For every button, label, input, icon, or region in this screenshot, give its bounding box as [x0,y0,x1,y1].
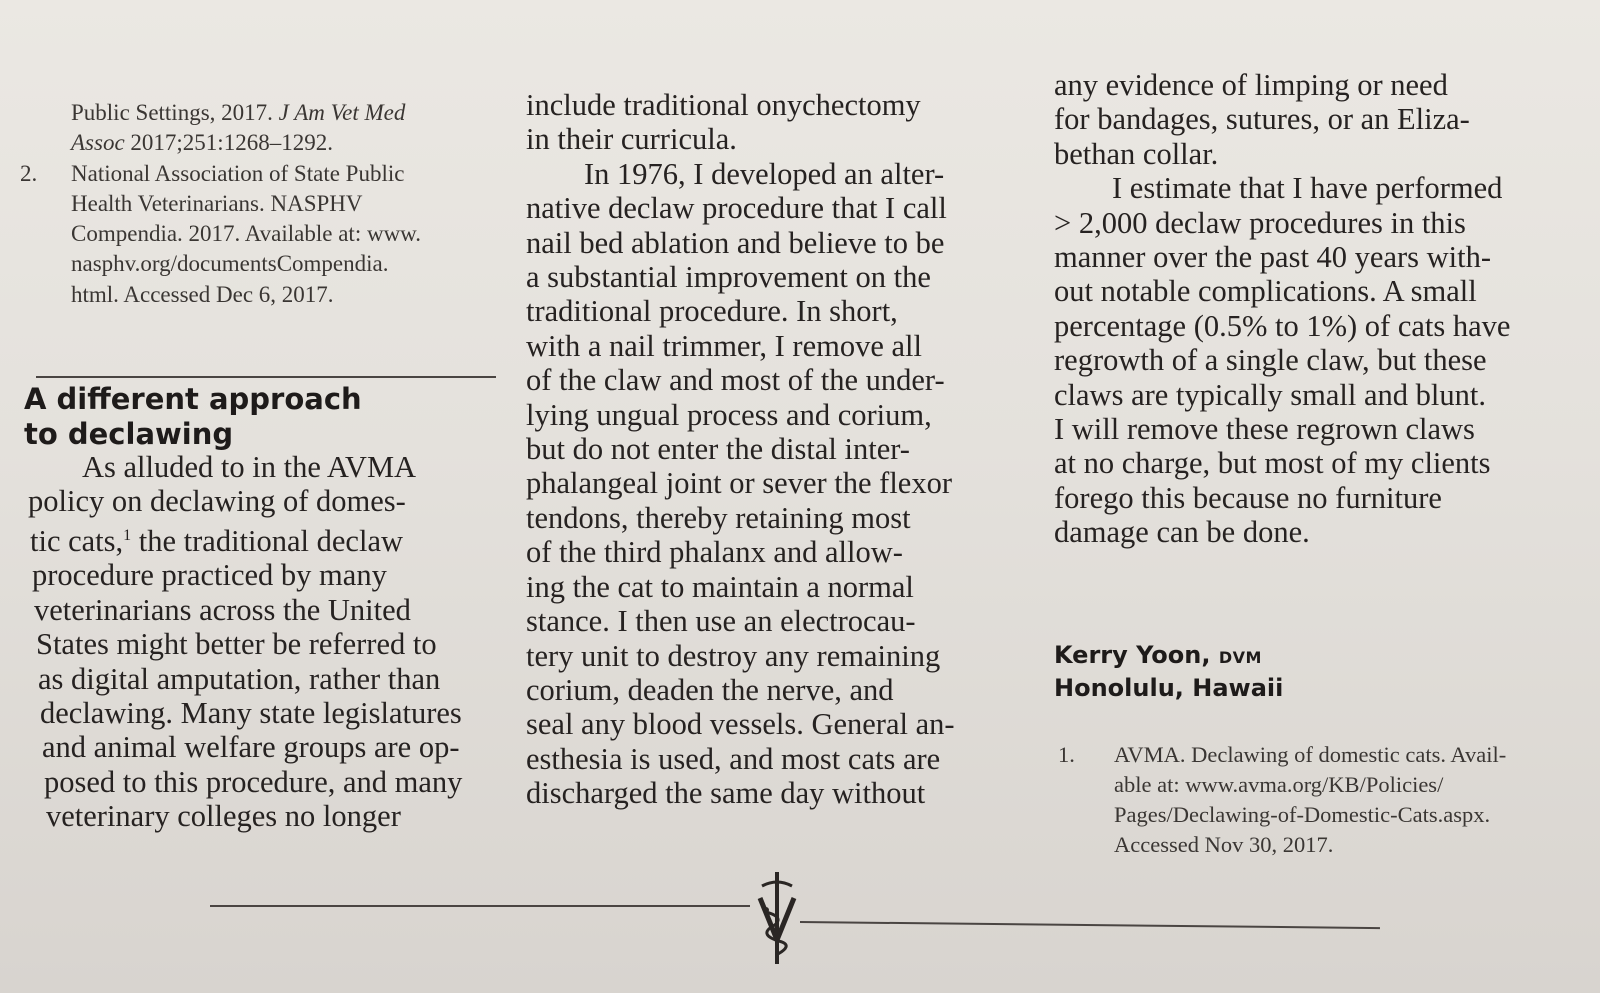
body-line: corium, deaden the nerve, and [526,672,894,707]
body-line: out notable complications. A small [1054,274,1477,309]
author-name [1054,640,1454,673]
body-line: declawing. Many state legislatures [40,696,462,730]
heading-line: A different approach [24,382,362,416]
body-line: damage can be done. [1054,515,1310,550]
body-line: seal any blood vessels. General an- [526,707,955,742]
journal-name: J Am Vet Med [278,100,406,125]
body-line: a substantial improvement on the [526,260,931,295]
body-line: In 1976, I developed an alter- [584,156,945,191]
body-line: tery unit to destroy any remaining [526,638,941,673]
body-text: tic cats, [30,523,124,558]
body-line: ing the cat to maintain a normal [526,569,914,604]
body-line: veterinarians across the United [34,592,411,627]
author-location: Honolulu, Hawaii [1054,674,1284,702]
reference-line: nasphv.org/documentsCompendia. [71,251,389,277]
article-body [24,450,502,834]
left-article [24,382,502,834]
body-line: traditional procedure. In short, [526,294,898,329]
reference-line: National Association of State Public [71,160,405,186]
reference-line[interactable]: AVMA. Declawing of domestic cats. Avail- [1114,742,1507,767]
heading-line: to declawing [24,417,234,451]
body-line: phalangeal joint or sever the flexor [526,466,952,501]
body-line: and animal welfare groups are op- [42,730,460,765]
reference-1 [1054,740,1600,860]
footer-rule-right [800,921,1380,929]
left-column [20,98,494,310]
body-line: I estimate that I have performed [1112,171,1503,206]
author-credential: DVM [1218,648,1262,667]
body-line: claws are typically small and blunt. [1054,377,1486,412]
body-line: regrowth of a single claw, but these [1054,343,1487,378]
body-line: but do not enter the distal inter- [526,432,910,467]
body-line: for bandages, sutures, or an Eliza- [1054,102,1470,137]
caduceus-icon [752,868,802,968]
footer-rule-left [210,905,750,907]
body-line: posed to this procedure, and many [44,764,463,799]
section-divider [36,376,496,378]
reference-line: html. Accessed Dec 6, 2017. [71,281,334,307]
body-line: forego this because no furniture [1054,480,1442,515]
right-column [1054,68,1594,550]
author-name-text: Kerry Yoon, [1054,641,1219,669]
author-signature [1054,640,1454,704]
journal-name: Assoc [71,130,125,156]
body-line: tendons, thereby retaining most [526,500,911,535]
body-line: percentage (0.5% to 1%) of cats have [1054,308,1511,343]
body-line: nail bed ablation and believe to be [526,225,945,260]
body-line: veterinary colleges no longer [46,799,401,834]
body-line: I will remove these regrown claws [1054,412,1475,447]
body-line: with a nail trimmer, I remove all [526,328,922,363]
body-line: lying ungual process and corium, [526,397,932,432]
body-line: bethan collar. [1054,136,1219,171]
body-line: As alluded to in the AVMA [82,450,417,484]
body-line: any evidence of limping or need [1054,68,1448,102]
reference-line [71,98,494,128]
reference-number: 1. [1058,742,1075,767]
reference-text: Public Settings, 2017. [71,100,279,125]
reference-continuation [24,98,494,159]
middle-column [526,88,1026,811]
body-line: native declaw procedure that I call [526,191,947,226]
footnote-marker[interactable]: 1 [123,526,132,544]
section-heading [24,382,502,452]
reference-line: Health Veterinarians. NASPHV [71,190,363,216]
caduceus-icon-graphic [752,868,802,968]
body-line: of the third phalanx and allow- [526,535,903,570]
body-line: manner over the past 40 years with- [1054,240,1492,275]
body-line: > 2,000 declaw procedures in this [1054,205,1466,240]
reference-line [71,128,494,158]
reference-text: 2017;251:1268–1292. [124,130,333,156]
body-line: include traditional onychectomy [526,88,921,122]
reference-link[interactable]: Pages/Declawing-of-Domestic-Cats.aspx. [1114,802,1491,827]
body-text: the traditional declaw [131,523,404,558]
body-line: of the claw and most of the under- [526,363,945,398]
reference-number: 2. [20,160,38,186]
body-line: at no charge, but most of my clients [1054,446,1491,481]
reference-2 [20,159,494,310]
reference-link[interactable]: able at: www.avma.org/KB/Policies/ [1114,772,1444,797]
reference-line: Compendia. 2017. Available at: www. [71,221,422,247]
body-line: discharged the same day without [526,776,926,811]
body-line [24,519,502,559]
body-line: policy on declawing of domes- [28,484,406,519]
body-line: States might better be referred to [36,627,437,662]
body-line: esthesia is used, and most cats are [526,741,941,776]
body-line: as digital amputation, rather than [38,661,441,696]
body-line: in their curricula. [526,122,737,157]
body-line: procedure practiced by many [32,558,387,593]
reference-line: Accessed Nov 30, 2017. [1114,832,1334,857]
body-line: stance. I then use an electrocau- [526,604,916,639]
